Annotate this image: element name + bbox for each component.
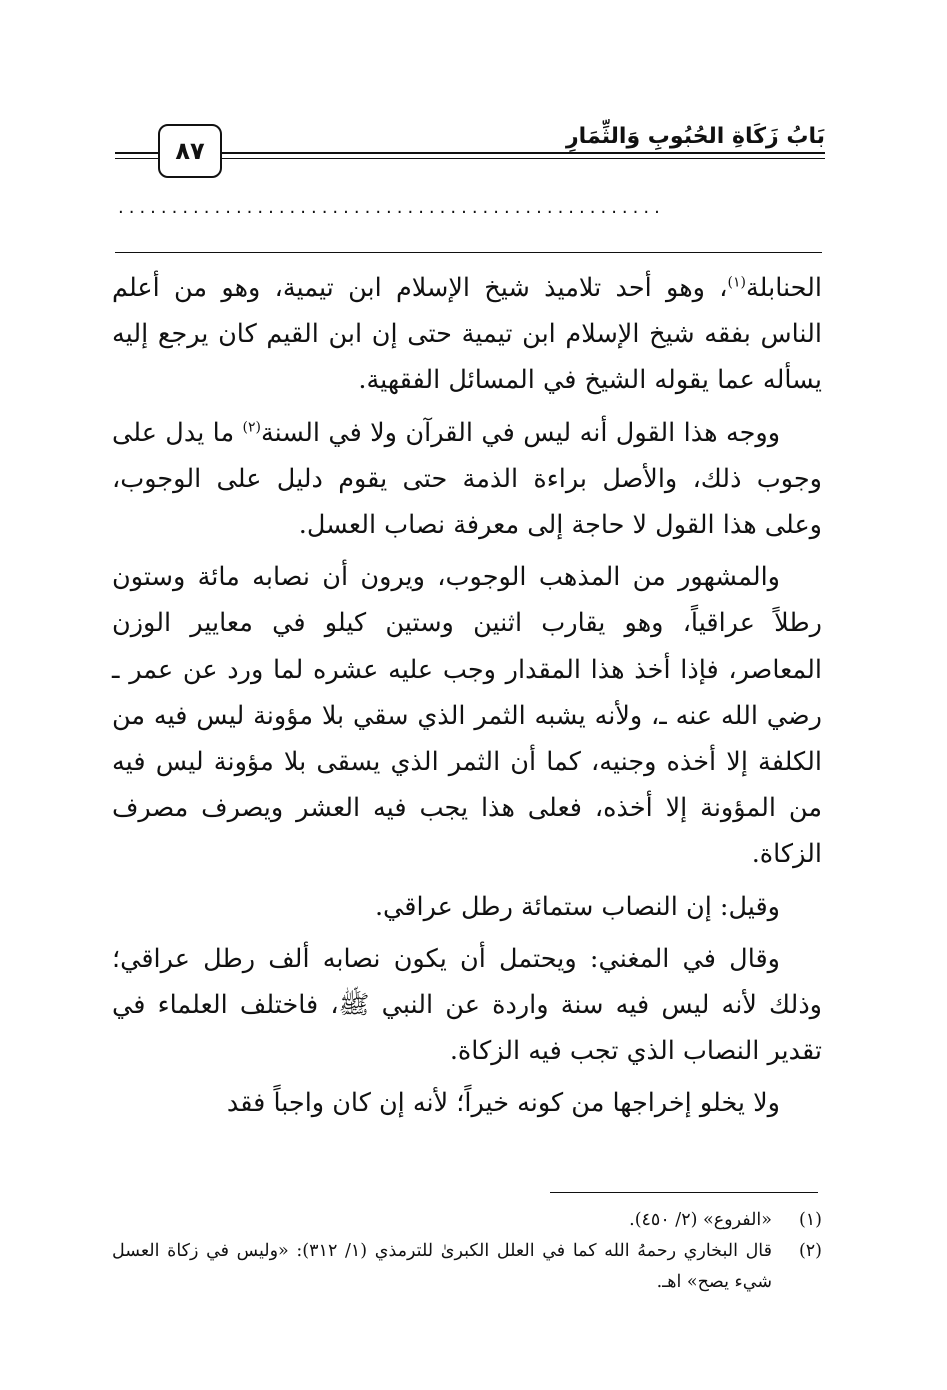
page-header — [115, 122, 825, 182]
footnotes — [112, 1205, 822, 1298]
footnote-text: «الفروع» (٢/ ٤٥٠). — [629, 1210, 772, 1230]
footnote-separator-rule — [550, 1192, 818, 1193]
paragraph: الحنابلة$^{(١)}$، وهو أحد تلاميذ شيخ الإسلام ابن تيمية، وهو من أعلم الناس بفقه شيخ الإسلام ابن تيمية حتى إن ابن القيم كان يرجع إليه يسأله عما يقوله الشيخ في المسائل الفقهية. — [112, 273, 822, 396]
footnote-marker: (١) — [798, 1210, 822, 1230]
paragraph: والمشهور من المذهب الوجوب، ويرون أن نصابه مائة وستون رطلاً عراقياً، وهو يقارب اثنين وستين كيلو في معايير الوزن المعاصر، فإذا أخذ هذا المقدار وجب عليه عشره لما ورد عن عمر ـ رضي الله عنه ـ، ولأنه يشبه الثمر الذي سقي بلا مؤونة ليس فيه من الكلفة إلا أخذه وجنيه، كما أن الثمر الذي يسقى بلا مؤونة ليس فيه من المؤونة إلا أخذه، فعلى هذا يجب فيه العشر ويصرف مصرف الزكاة. — [112, 562, 822, 870]
body-text — [112, 265, 822, 1133]
header-rule — [219, 152, 825, 154]
footnote — [112, 1236, 822, 1298]
footnote-marker: (٢) — [798, 1241, 822, 1261]
paragraph: وقيل: إن النصاب ستمائة رطل عراقي. — [374, 891, 780, 922]
paragraph: ولا يخلو إخراجها من كونه خيراً؛ لأنه إن كان واجباً فقد — [226, 1088, 780, 1119]
header-rule — [115, 158, 160, 159]
top-separator-rule — [115, 252, 822, 253]
paragraph: وقال في المغني: ويحتمل أن يكون نصابه ألف رطل عراقي؛ وذلك لأنه ليس فيه سنة واردة عن النبي ﷺ، فاختلف العلماء في تقدير النصاب الذي تجب فيه الزكاة. — [112, 943, 822, 1067]
running-title: بَابُ زَكَاةِ الحُبُوبِ وَالثِّمَارِ — [558, 124, 825, 149]
header-rule — [115, 152, 160, 154]
footnote-text: قال البخاري رحمهُ الله كما في العلل الكبرىٰ للترمذي (١/ ٣١٢): «وليس في زكاة العسل شيء يصح» اهـ. — [112, 1241, 772, 1292]
paragraph: ووجه هذا القول أنه ليس في القرآن ولا في السنة$^{(٢)}$ ما يدل على وجوب ذلك، والأصل براءة الذمة حتى يقوم دليل على الوجوب، وعلى هذا القول لا حاجة إلى معرفة نصاب العسل. — [112, 417, 822, 541]
page-number: ٨٧ — [158, 124, 222, 178]
dotted-continuation-line: ................................................... — [118, 198, 665, 218]
footnote — [112, 1205, 822, 1236]
header-rule — [219, 158, 825, 159]
footnote-reference: (٢) — [242, 419, 261, 436]
footnote-reference: (١) — [727, 274, 746, 291]
